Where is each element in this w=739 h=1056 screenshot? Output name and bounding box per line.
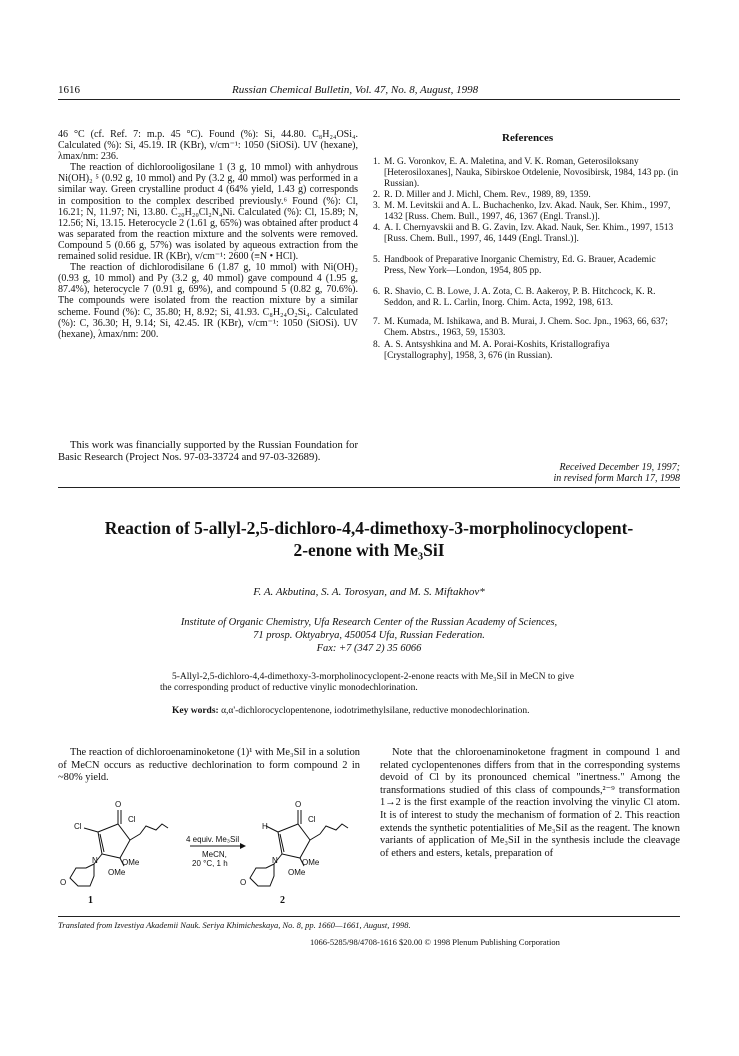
abstract-text: 5-Allyl-2,5-dichloro-4,4-dimethoxy-3-morpholinocyclopent-2-enone reacts with Me₃SiI in MeCN to give the corresponding product of reductive vinylic monodechlorination. bbox=[160, 672, 574, 693]
keywords-text: α,α'-dichlorocyclopentenone, iodotrimethylsilane, reductive monodechlorination. bbox=[221, 706, 530, 716]
body-right-column bbox=[380, 747, 680, 860]
arrow-head bbox=[240, 843, 246, 849]
atom-label: OMe bbox=[288, 868, 306, 877]
compound-number: 1 bbox=[88, 895, 93, 906]
article-title bbox=[56, 517, 682, 561]
affiliation-line: Institute of Organic Chemistry, Ufa Research Center of the Russian Academy of Sciences, bbox=[180, 617, 558, 628]
reference-number: 3. bbox=[373, 201, 381, 211]
keywords bbox=[160, 706, 580, 717]
title-line: 2-enone with Me₃SiI bbox=[293, 540, 445, 560]
atom-label: Cl bbox=[308, 815, 316, 824]
atom-label: OMe bbox=[108, 868, 126, 877]
atom-label: OMe bbox=[302, 858, 320, 867]
body-paragraph: Note that the chloroenaminoketone fragment in compound 1 and related cyclopentenones differs from that in the corresponding systems devoid of Cl by its pronounced chemical "inertness." Among the transformations studied of this class of compounds,²⁻⁹ transformation 1→2 is the first example of the reaction involving the vinylic Cl atom. It is of interest to study the mechanism of formation of 2. This reaction extends the synthetic potentialities of Me₃SiI as the reagent. The known variants of application of Me₃SiI in the synthesis include the cleavage of ethers and esters, ketals, preparation of bbox=[380, 747, 680, 859]
reference-text: A. S. Antsyshkina and M. A. Porai-Koshits, Kristallografiya [Crystallography], 1958, 3, 676 (in Russian). bbox=[384, 340, 610, 361]
reference-number: 6. bbox=[373, 287, 381, 297]
atom-label: OMe bbox=[122, 858, 140, 867]
experimental-paragraph: The reaction of dichlorooligosilane 1 (3 g, 10 mmol) with anhydrous Ni(OH)₂ ⁵ (0.92 g, 10 mmol) and Py (3.2 g, 40 mmol) was performed in a similar way. Green crystalline product 4 (64% yield, 1.43 g) corresponds in composition to the complex described previously.⁶ Found (%): Cl, 16.21; N, 11.97; Ni, 13.80. C₂₀H₂₀Cl₂N₄Ni. Calculated (%): Cl, 15.89; N, 12.56; Ni, 13.15. Heterocycle 2 (1.61 g, 65%) was obtained after product 4 was separated from the reaction mixture and the solvents were removed. Compound 5 (0.66 g, 57%) was isolated by aqueous extraction from the remained solid residue. IR (KBr), v/cm⁻¹: 2600 (≡N • HCl). bbox=[58, 162, 358, 263]
received-line: Received December 19, 1997; bbox=[559, 462, 680, 473]
reference-text: R. D. Miller and J. Michl, Chem. Rev., 1989, 89, 1359. bbox=[384, 190, 591, 200]
reference-number: 4. bbox=[373, 223, 381, 233]
atom-label: O bbox=[60, 878, 67, 887]
reference-number: 5. bbox=[373, 255, 381, 265]
atom-label: O bbox=[295, 800, 302, 809]
condition-label: 20 °C, 1 h bbox=[192, 859, 228, 868]
atom-label: Cl bbox=[128, 815, 136, 824]
acknowledgement-text: This work was financially supported by the Russian Foundation for Basic Research (Project Nos. 97-03-33724 and 97-03-32689). bbox=[58, 440, 358, 464]
reagent-label: 4 equiv. Me₃SiI bbox=[186, 835, 240, 844]
keywords-label: Key words: bbox=[172, 706, 219, 716]
reference-text: M. G. Voronkov, E. A. Maletina, and V. K. Roman, Geterosiloksany [Heterosiloxanes], Nauka, Sibirskoe Otdelenie, Novosibirsk, 1984, 143 pp. (in Russian). bbox=[384, 157, 679, 189]
reference-text: M. Kumada, M. Ishikawa, and B. Murai, J. Chem. Soc. Jpn., 1963, 66, 637; Chem. Abstrs., 1963, 59, 15303. bbox=[384, 317, 668, 338]
condition-label: MeCN, bbox=[202, 850, 227, 859]
atom-label: O bbox=[115, 800, 122, 809]
atom-label: N bbox=[92, 856, 98, 865]
reference-text: A. I. Chernyavskii and B. G. Zavin, Izv. Akad. Nauk, Ser. Khim., 1997, 1513 [Russ. Chem. Bull., 1997, 46, 1449 (Engl. Transl.)]. bbox=[384, 223, 674, 244]
affiliation-line: 71 prosp. Oktyabrya, 450054 Ufa, Russian Federation. bbox=[253, 630, 485, 641]
authors: F. A. Akbutina, S. A. Torosyan, and M. S. Miftakhov* bbox=[253, 586, 485, 598]
atom-label: O bbox=[240, 878, 247, 887]
reference-text: R. Shavio, C. B. Lowe, J. A. Zota, C. B. Aakeroy, P. B. Hitchcock, K. R. Seddon, and R. L. Carlin, Inorg. Chim. Acta, 1992, 198, 613. bbox=[384, 287, 656, 308]
affiliation bbox=[56, 616, 682, 655]
abstract bbox=[160, 672, 580, 694]
received-date bbox=[380, 462, 680, 484]
header-rule bbox=[58, 99, 680, 100]
atom-label: Cl bbox=[74, 822, 82, 831]
reference-number: 2. bbox=[373, 190, 381, 200]
copyright-line: 1066-5285/98/4708-1616 $20.00 © 1998 Plenum Publishing Corporation bbox=[310, 937, 560, 947]
translation-note: Translated from Izvestiya Akademii Nauk. Seriya Khimicheskaya, No. 8, pp. 1660—1661, August, 1998. bbox=[58, 920, 411, 930]
reference-text: Handbook of Preparative Inorganic Chemistry, Ed. G. Brauer, Academic Press, New York—London, 1954, 805 pp. bbox=[384, 255, 656, 276]
references-heading: References bbox=[502, 132, 554, 144]
title-line: Reaction of 5-allyl-2,5-dichloro-4,4-dimethoxy-3-morpholinocyclopent- bbox=[104, 518, 634, 538]
reference-number: 7. bbox=[373, 317, 381, 327]
reference-text: M. M. Levitskii and A. L. Buchachenko, Izv. Akad. Nauk, Ser. Khim., 1997, 1432 [Russ. Chem. Bull., 1997, 46, 1367 (Engl. Transl.)]. bbox=[384, 201, 671, 222]
atom-label: H bbox=[262, 822, 268, 831]
body-paragraph: The reaction of dichloroenaminoketone (1)¹ with Me₃SiI in a solution of MeCN occurs as reductive dechlorination to form compound 2 in ~80% yield. bbox=[58, 747, 360, 784]
footer-rule bbox=[58, 916, 680, 917]
journal-header: Russian Chemical Bulletin, Vol. 47, No. 8, August, 1998 bbox=[232, 84, 479, 96]
fax-line: Fax: +7 (347 2) 35 6066 bbox=[316, 643, 422, 654]
reference-number: 1. bbox=[373, 157, 381, 167]
body-left-column bbox=[58, 747, 360, 785]
acknowledgement bbox=[58, 440, 358, 464]
experimental-paragraph: 46 °C (cf. Ref. 7: m.p. 45 °C). Found (%): Si, 44.80. C₈H₂₄OSi₄. Calculated (%): Si, 45.19. IR (KBr), v/cm⁻¹: 1050 (SiOSi). UV (hexane), λmax/nm: 236. bbox=[58, 129, 358, 163]
compound-number: 2 bbox=[280, 895, 285, 906]
section-rule bbox=[58, 487, 680, 488]
page-number: 1616 bbox=[58, 84, 80, 96]
experimental-paragraph: The reaction of dichlorodisilane 6 (1.87 g, 10 mmol) with Ni(OH)₂ (0.93 g, 10 mmol) and Py (3.2 g, 40 mmol) gave compound 4 (1.95 g, 87.4%), heterocycle 7 (0.91 g, 69%), and compound 5 (0.82 g, 70.6%). The compounds were isolated from the reaction mixture by a similar scheme. Found (%): C, 35.80; H, 8.92; Si, 41.93. C₈H₂₄O₂Si₄. Calculated (%): C, 36.30; H, 9.14; Si, 42.45. IR (KBr), v/cm⁻¹: 1050 (SiOSi). UV (hexane), λmax/nm: 200. bbox=[58, 262, 358, 340]
experimental-column bbox=[58, 129, 358, 340]
reference-number: 8. bbox=[373, 340, 381, 350]
revised-line: in revised form March 17, 1998 bbox=[553, 473, 680, 484]
atom-label: N bbox=[272, 856, 278, 865]
